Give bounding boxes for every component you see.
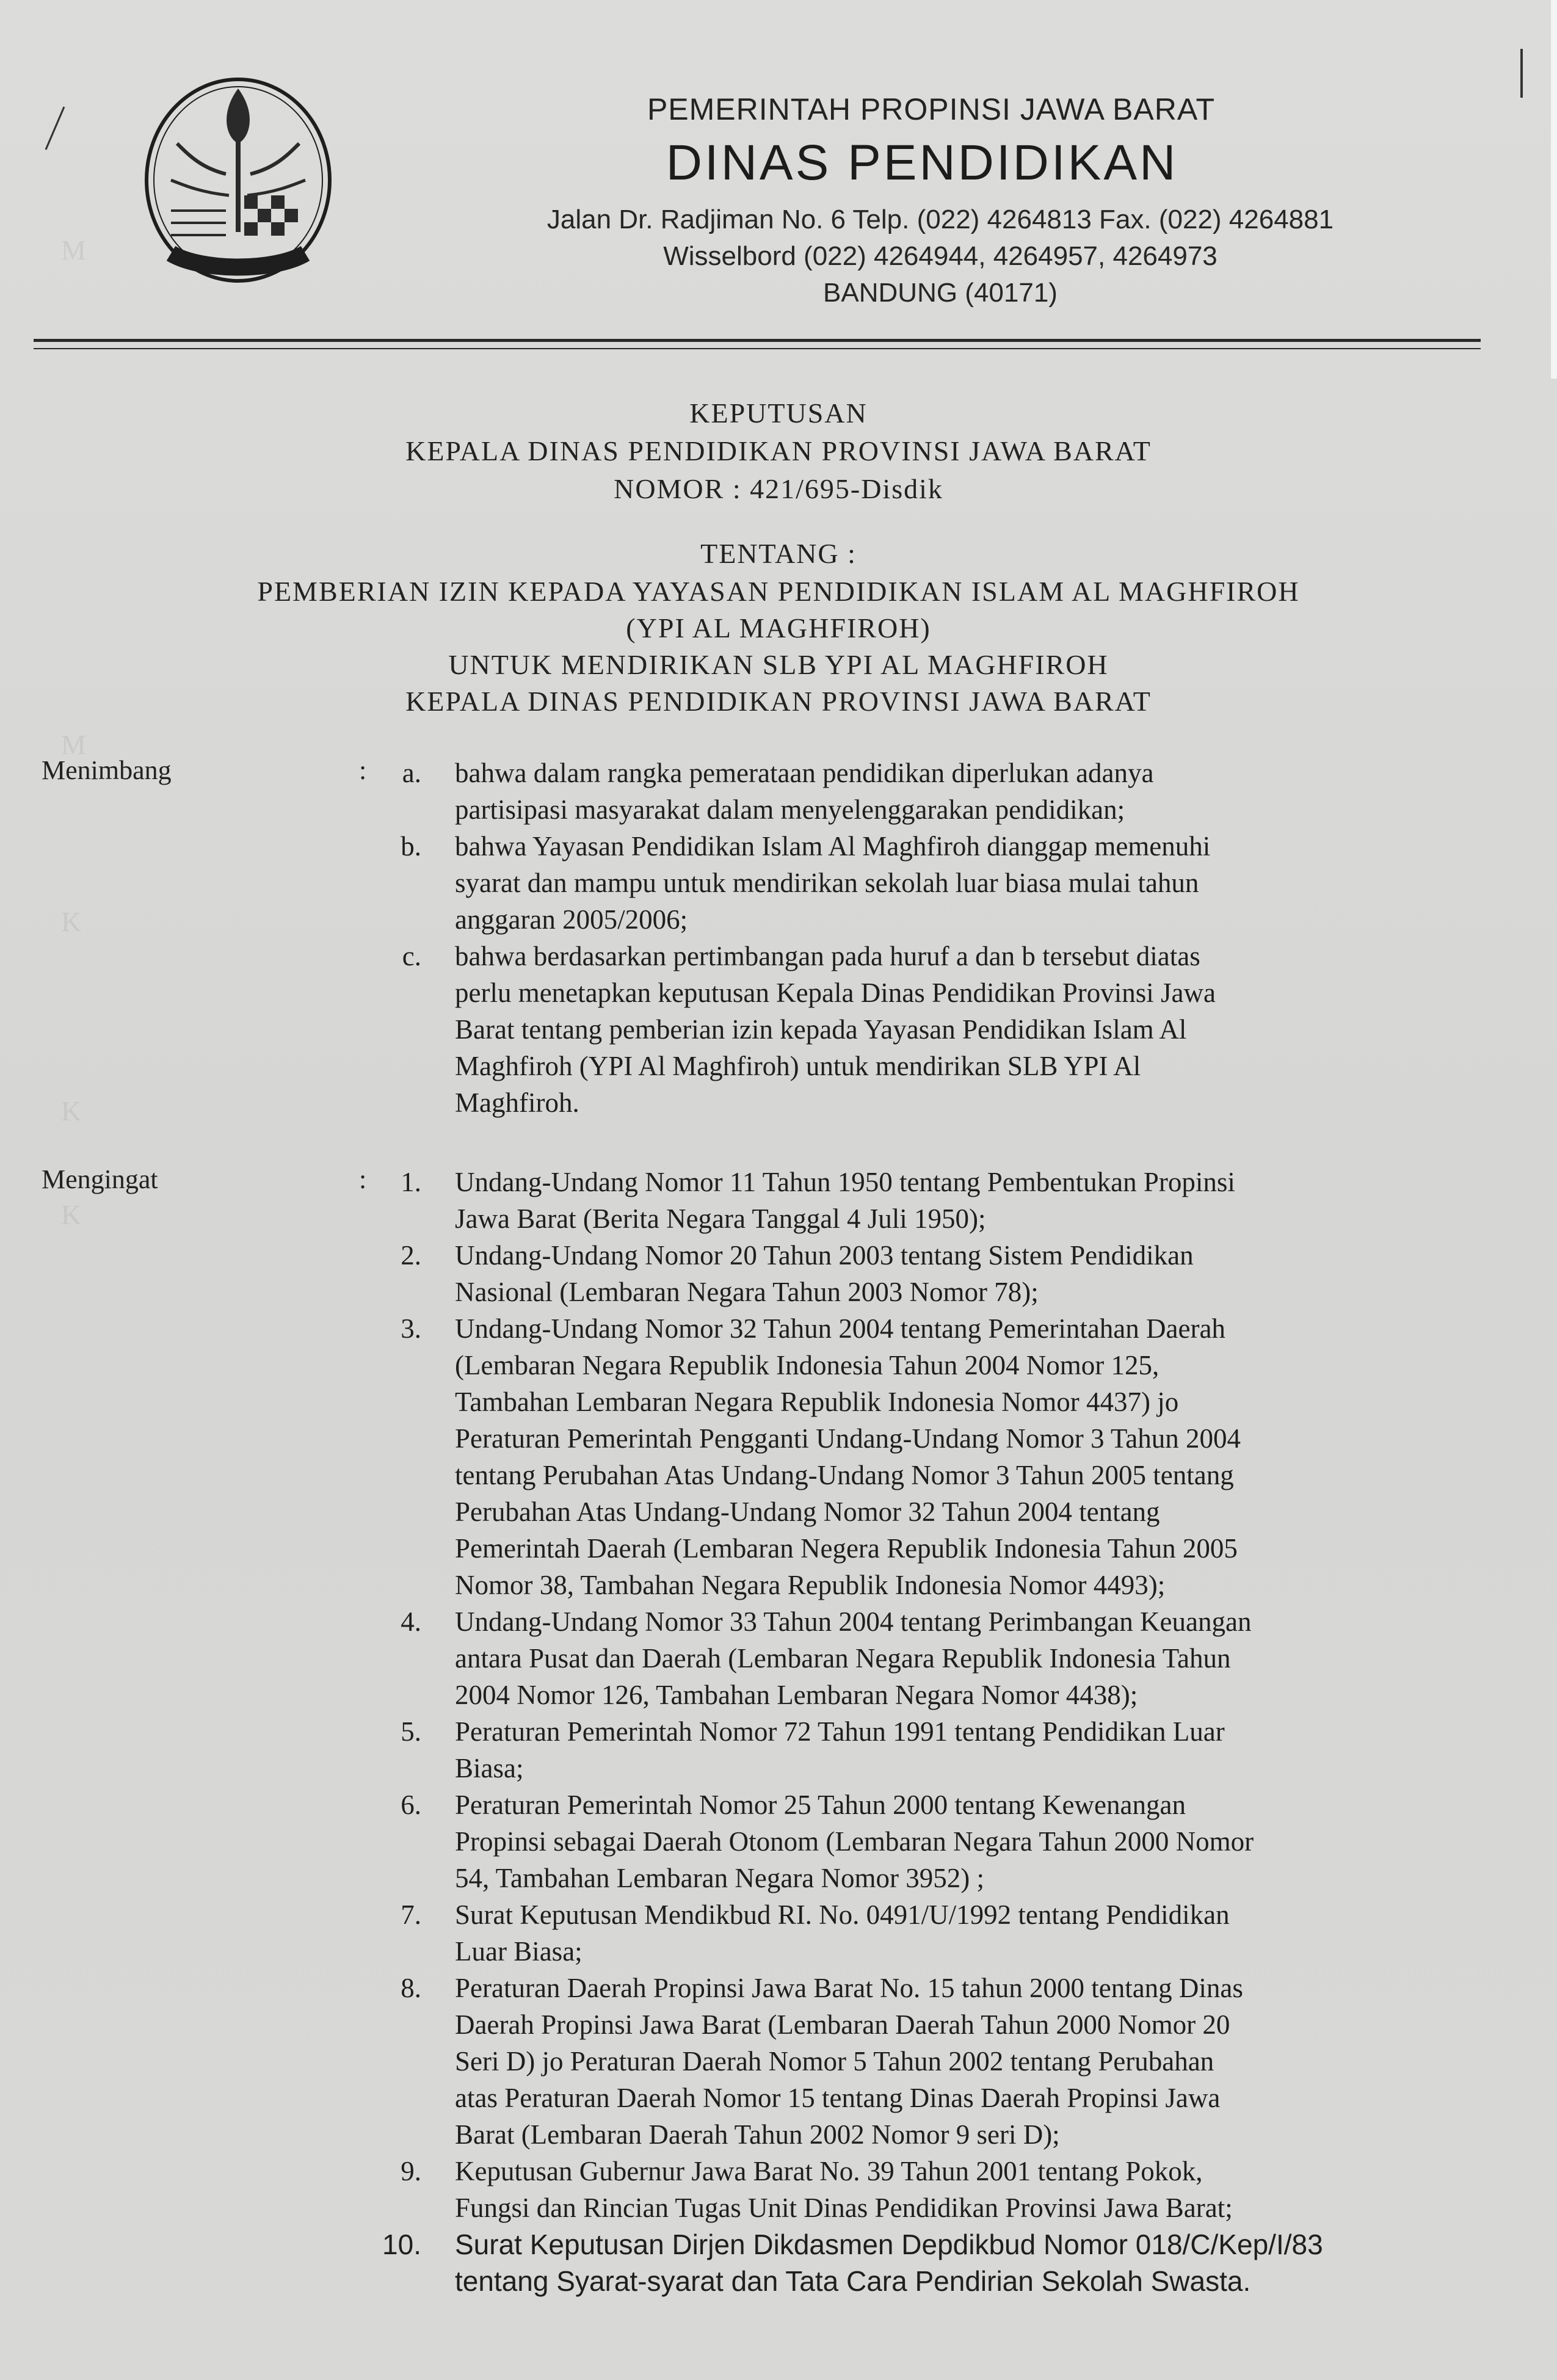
item-line: partisipasi masyarakat dalam menyelenggarakan pendidikan; — [455, 794, 1125, 825]
item-line: Undang-Undang Nomor 20 Tahun 2003 tentang Sistem Pendidikan — [455, 1240, 1194, 1271]
item-line: Undang-Undang Nomor 11 Tahun 1950 tentang Pembentukan Propinsi — [455, 1167, 1235, 1197]
item-marker: b. — [401, 831, 421, 862]
bleed-through-text: M — [61, 234, 86, 266]
doc-issuer: KEPALA DINAS PENDIDIKAN PROVINSI JAWA BARAT — [405, 435, 1152, 466]
letterhead-rule-thin — [34, 348, 1481, 349]
item-marker: c. — [402, 941, 421, 971]
subject-line: KEPALA DINAS PENDIDIKAN PROVINSI JAWA BARAT — [405, 686, 1152, 717]
recalling-colon: : — [359, 1164, 367, 1194]
item-line: Peraturan Pemerintah Pengganti Undang-Undang Nomor 3 Tahun 2004 — [455, 1423, 1241, 1454]
doc-number: NOMOR : 421/695-Disdik — [614, 473, 943, 504]
item-line: Peraturan Pemerintah Nomor 25 Tahun 2000 tentang Kewenangan — [455, 1790, 1186, 1820]
address-line: Jalan Dr. Radjiman No. 6 Telp. (022) 4264813 Fax. (022) 4264881 — [546, 205, 1334, 234]
item-line: bahwa dalam rangka pemerataan pendidikan diperlukan adanya — [455, 758, 1154, 788]
scan-mark — [43, 104, 67, 153]
item-line: tentang Perubahan Atas Undang-Undang Nomor 3 Tahun 2005 tentang — [455, 1460, 1234, 1490]
considering-colon: : — [359, 755, 367, 785]
item-line: Fungsi dan Rincian Tugas Unit Dinas Pendidikan Provinsi Jawa Barat; — [455, 2193, 1233, 2223]
considering-label: Menimbang — [42, 755, 172, 785]
item-marker: a. — [402, 758, 421, 788]
item-marker: 2. — [401, 1240, 421, 1271]
item-line: bahwa berdasarkan pertimbangan pada huruf a dan b tersebut diatas — [455, 941, 1200, 971]
item-line: Biasa; — [455, 1753, 524, 1783]
item-line: Undang-Undang Nomor 33 Tahun 2004 tentang Perimbangan Keuangan — [455, 1606, 1252, 1637]
item-line: perlu menetapkan keputusan Kepala Dinas Pendidikan Provinsi Jawa — [455, 978, 1216, 1008]
item-line: Keputusan Gubernur Jawa Barat No. 39 Tahun 2001 tentang Pokok, — [455, 2156, 1203, 2186]
item-line: Surat Keputusan Dirjen Dikdasmen Depdikbud Nomor 018/C/Kep/I/83 — [455, 2229, 1323, 2260]
item-line: Peraturan Pemerintah Nomor 72 Tahun 1991 tentang Pendidikan Luar — [455, 1716, 1225, 1747]
item-line: atas Peraturan Daerah Nomor 15 tentang Dinas Daerah Propinsi Jawa — [455, 2083, 1221, 2113]
item-line: Barat (Lembaran Daerah Tahun 2002 Nomor 9 seri D); — [455, 2119, 1060, 2150]
about-label: TENTANG : — [700, 538, 857, 569]
item-line: 54, Tambahan Lembaran Negara Nomor 3952) ; — [455, 1863, 984, 1893]
item-line: Peraturan Daerah Propinsi Jawa Barat No. 15 tahun 2000 tentang Dinas — [455, 1973, 1243, 2003]
item-line: Nomor 38, Tambahan Negara Republik Indonesia Nomor 4493); — [455, 1570, 1166, 1600]
item-marker: 3. — [401, 1313, 421, 1344]
bleed-through-text: K — [61, 906, 82, 937]
scan-edge — [1551, 0, 1557, 379]
bleed-through-text: M — [61, 729, 86, 760]
item-marker: 4. — [401, 1606, 421, 1637]
item-line: syarat dan mampu untuk mendirikan sekolah luar biasa mulai tahun — [455, 868, 1199, 898]
item-line: Surat Keputusan Mendikbud RI. No. 0491/U/1992 tentang Pendidikan — [455, 1899, 1230, 1930]
letterhead-agency: DINAS PENDIDIKAN — [666, 135, 1178, 190]
subject-line: PEMBERIAN IZIN KEPADA YAYASAN PENDIDIKAN ISLAM AL MAGHFIROH — [257, 576, 1300, 607]
item-line: Seri D) jo Peraturan Daerah Nomor 5 Tahun 2002 tentang Perubahan — [455, 2046, 1214, 2077]
province-emblem — [128, 70, 348, 302]
bleed-through-text: K — [61, 1199, 82, 1230]
item-line: Barat tentang pemberian izin kepada Yayasan Pendidikan Islam Al — [455, 1014, 1187, 1045]
item-line: anggaran 2005/2006; — [455, 904, 688, 935]
recalling-label: Mengingat — [42, 1164, 158, 1194]
item-line: Nasional (Lembaran Negara Tahun 2003 Nomor 78); — [455, 1277, 1039, 1307]
address-line: Wisselbord (022) 4264944, 4264957, 4264973 — [663, 241, 1218, 271]
item-line: Luar Biasa; — [455, 1936, 583, 1967]
item-marker: 9. — [401, 2156, 421, 2186]
item-marker: 1. — [401, 1167, 421, 1197]
item-line: tentang Syarat-syarat dan Tata Cara Pendirian Sekolah Swasta. — [455, 2265, 1251, 2297]
item-marker: 7. — [401, 1899, 421, 1930]
letterhead-address — [452, 201, 1429, 311]
doc-type: KEPUTUSAN — [689, 397, 868, 429]
bleed-through-text: K — [61, 1095, 82, 1127]
item-line: 2004 Nomor 126, Tambahan Lembaran Negara Nomor 4438); — [455, 1680, 1138, 1710]
item-line: Maghfiroh. — [455, 1087, 579, 1118]
subject-line: UNTUK MENDIRIKAN SLB YPI AL MAGHFIROH — [448, 649, 1109, 680]
item-line: Jawa Barat (Berita Negara Tanggal 4 Juli 1950); — [455, 1203, 986, 1234]
item-line: Pemerintah Daerah (Lembaran Negera Republik Indonesia Tahun 2005 — [455, 1533, 1238, 1564]
item-marker: 6. — [401, 1790, 421, 1820]
subject-line: (YPI AL MAGHFIROH) — [626, 612, 931, 644]
item-marker: 5. — [401, 1716, 421, 1747]
item-line: Propinsi sebagai Daerah Otonom (Lembaran Negara Tahun 2000 Nomor — [455, 1826, 1254, 1857]
letterhead-rule-thick — [34, 339, 1481, 342]
item-line: Perubahan Atas Undang-Undang Nomor 32 Tahun 2004 tentang — [455, 1497, 1160, 1527]
item-marker: 10. — [382, 2229, 421, 2260]
item-line: Tambahan Lembaran Negara Republik Indonesia Nomor 4437) jo — [455, 1387, 1179, 1417]
item-line: Maghfiroh (YPI Al Maghfiroh) untuk mendirikan SLB YPI Al — [455, 1051, 1141, 1081]
item-marker: 8. — [401, 1973, 421, 2003]
item-line: antara Pusat dan Daerah (Lembaran Negara Republik Indonesia Tahun — [455, 1643, 1231, 1674]
item-line: (Lembaran Negara Republik Indonesia Tahun 2004 Nomor 125, — [455, 1350, 1160, 1380]
item-line: bahwa Yayasan Pendidikan Islam Al Maghfiroh dianggap memenuhi — [455, 831, 1211, 862]
item-line: Undang-Undang Nomor 32 Tahun 2004 tentang Pemerintahan Daerah — [455, 1313, 1225, 1344]
item-line: Daerah Propinsi Jawa Barat (Lembaran Daerah Tahun 2000 Nomor 20 — [455, 2009, 1230, 2040]
letterhead-government: PEMERINTAH PROPINSI JAWA BARAT — [647, 92, 1216, 126]
address-line: BANDUNG (40171) — [823, 278, 1058, 308]
scan-mark — [1520, 49, 1523, 98]
